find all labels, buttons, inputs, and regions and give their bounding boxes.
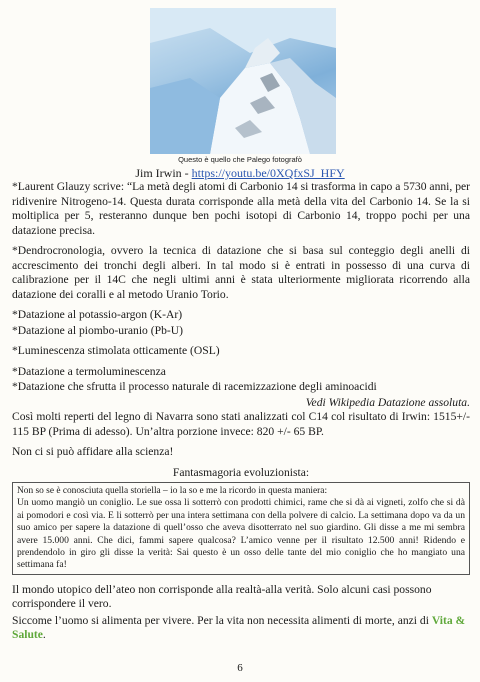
main-text	[12, 180, 470, 645]
page-number: 6	[237, 662, 243, 674]
glauzy-paragraph: *Laurent Glauzy scrive: “La metà degli atomi di Carbonio 14 si trasforma in capo a 5730 anni, per ridivenire Nitrogeno-14. Questa durata corrisponde alla metà della vita del Carbonio 14. Se la si moltiplica per 5, resteranno dunque ben pochi isotopi di Carbonio 14, troppo pochi per una datazione precisa.	[12, 180, 470, 237]
closing-period: .	[42, 628, 46, 642]
method-racemization: *Datazione che sfrutta il processo naturale di racemizzazione degli aminoacidi	[12, 380, 377, 393]
story-body: Un uomo mangiò un coniglio. Le sue ossa li sotterrò con prodotti chimici, rame che si dà ai vigneti, zolfo che si dà ai pomodori e così via. E li sotterrò per una intera settimana con della polvere di calcio. La settimana dopo va da un suo amico per sapere la datazione di quell’osso che aveva disotterrato nel suo giardino. Gli disse a me mi sembra avere 15.000 anni. Che dici, fammi sapere qualcosa? L’amico venne per il risultato 12.500 anni! Ridendo e prendendolo in giro gli disse la verità: Sai questo è un osso delle tante del mio coniglio che ho mangiato una settimana fa!	[17, 497, 465, 571]
method-thermoluminescence: *Datazione a termoluminescenza	[12, 364, 166, 378]
science-statement: Non ci si può affidare alla scienza!	[12, 445, 174, 458]
ice-landscape-photo	[150, 8, 336, 154]
photo-illustration	[150, 8, 336, 154]
vita-salute-brand: Vita & Salute	[12, 613, 466, 642]
youtube-link[interactable]: https://youtu.be/0XQfxSJ_HFY	[191, 166, 345, 180]
wikipedia-reference: Vedi Wikipedia Datazione assoluta.	[305, 395, 470, 409]
method-potassium-argon: *Datazione al potassio-argon (K-Ar)	[12, 308, 183, 321]
story-intro: Non so se è conosciuta quella storiella – io la so e me la ricordo in questa maniera:	[17, 486, 328, 496]
navarra-paragraph: Così molti reperti del legno di Navarra sono stati analizzati col C14 col risultato di Irwin: 1515+/- 115 BP (Prima di adesso). Un’altra porzione invece: 820 +/- 65 BP.	[12, 410, 470, 438]
closing-line-2-text: Siccome l’uomo si alimenta per vivere. Per la vita non necessita alimenti di morte, anzi di	[12, 613, 432, 627]
dendrochronology-paragraph: *Dendrocronologia, ovvero la tecnica di datazione che si basa sul conteggio degli anelli di accrescimento dei tronchi degli alberi. In tal modo si è entrati in possesso di una curva di calibrazione per il 14C che negli ultimi anni è stata ulteriormente migliorata ricorrendo alla datazione dei coralli e al metodo Uranio Torio.	[12, 244, 470, 301]
story-box	[12, 482, 470, 575]
irwin-source-line	[0, 166, 480, 180]
closing-line-2	[12, 614, 470, 643]
story-heading: Fantasmagoria evoluzionista:	[172, 465, 310, 479]
closing-section	[12, 583, 470, 643]
irwin-name: Jim Irwin -	[135, 166, 192, 180]
method-lead-uranium: *Datazione al piombo-uranio (Pb-U)	[12, 323, 183, 337]
photo-caption: Questo è quello che Palego fotografò	[178, 155, 302, 164]
closing-line-1: Il mondo utopico dell’ateo non corrisponde alla realtà-alla verità. Solo alcuni casi possono corrispondere il vero.	[12, 582, 432, 611]
method-osl: *Luminescenza stimolata otticamente (OSL)	[12, 344, 220, 357]
